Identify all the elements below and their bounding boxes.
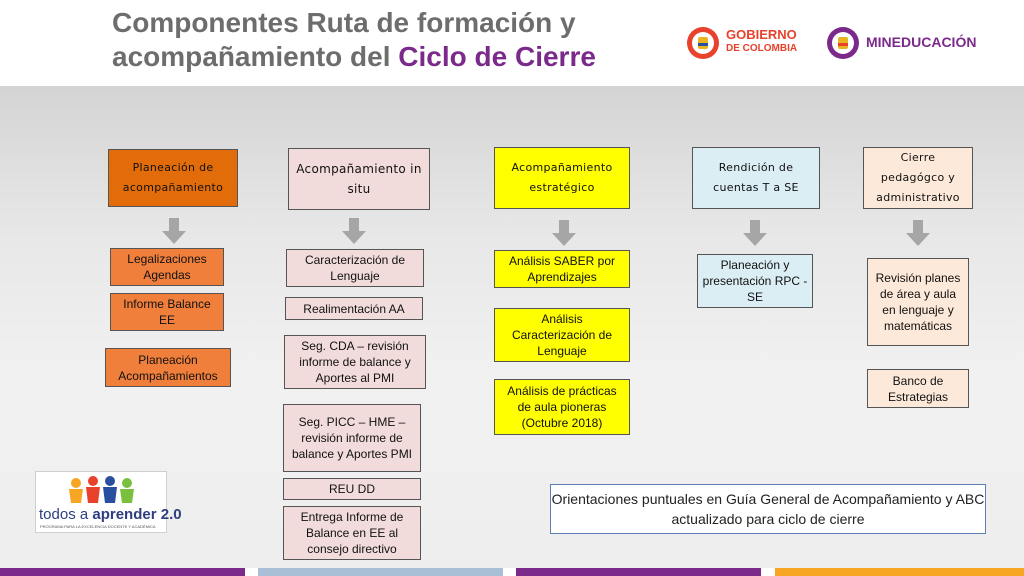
footer-bar-blue (258, 568, 503, 576)
col5-item: Revisión planes de área y aula en lenguaje y matemáticas (867, 258, 969, 346)
todos-subtitle: PROGRAMA PARA LA EXCELENCIA DOCENTE Y ACADÉMICA (40, 524, 156, 529)
orientaciones-note: Orientaciones puntuales en Guía General de Acompañamiento y ABC actualizado para ciclo de cierre (550, 484, 986, 534)
col2-item: Entrega Informe de Balance en EE al consejo directivo (283, 506, 421, 560)
mineducacion-text: MINEDUCACIÓN (866, 34, 977, 50)
todos-word: todos a (39, 506, 93, 523)
col2-item: Realimentación AA (285, 297, 423, 320)
gobierno-line-1: GOBIERNO (726, 27, 797, 42)
col5-item: Banco de Estrategias (867, 369, 969, 408)
col1-item: Planeación Acompañamientos (105, 348, 231, 387)
col1-item: Informe Balance EE (110, 293, 224, 331)
col2-item: REU DD (283, 478, 421, 500)
col1-item: Legalizaciones Agendas (110, 248, 224, 286)
gobierno-line-2: DE COLOMBIA (726, 43, 798, 54)
col3-item: Análisis Caracterización de Lenguaje (494, 308, 630, 362)
title-line-2-plain: acompañamiento del (112, 41, 399, 72)
mineducacion-logo (826, 24, 996, 60)
col2-item: Caracterización de Lenguaje (286, 249, 424, 287)
todos-a-aprender-logo (35, 471, 182, 533)
header (0, 0, 1024, 86)
page-title (112, 6, 672, 74)
down-arrow-icon (162, 218, 186, 244)
down-arrow-icon (552, 220, 576, 246)
gobierno-logo (686, 24, 816, 60)
col5-header: Cierre pedagógco y administrativo (863, 147, 973, 209)
footer-bar-purple-2 (516, 568, 761, 576)
col2-item: Seg. CDA – revisión informe de balance y Aportes al PMI (284, 335, 426, 389)
col3-item: Análisis SABER por Aprendizajes (494, 250, 630, 288)
title-highlight: Ciclo de Cierre (398, 41, 596, 72)
col3-header: Acompañamiento estratégico (494, 147, 630, 209)
people-logo-icon (66, 475, 138, 505)
down-arrow-icon (906, 220, 930, 246)
title-line-1: Componentes Ruta de formación y (112, 7, 576, 38)
footer-bar-purple (0, 568, 245, 576)
col4-item: Planeación y presentación RPC - SE (697, 254, 813, 308)
down-arrow-icon (743, 220, 767, 246)
down-arrow-icon (342, 218, 366, 244)
todos-wordmark (39, 506, 182, 523)
col2-item: Seg. PICC – HME – revisión informe de balance y Aportes PMI (283, 404, 421, 472)
col3-item: Análisis de prácticas de aula pioneras (Octubre 2018) (494, 379, 630, 435)
colombia-seal-icon (686, 26, 720, 60)
ministry-seal-icon (826, 26, 860, 60)
gobierno-text (726, 28, 797, 56)
col1-header: Planeación de acompañamiento (108, 149, 238, 207)
footer-bar-orange (775, 568, 1024, 576)
title-line-2 (112, 40, 672, 74)
col2-header: Acompañamiento in situ (288, 148, 430, 210)
aprender-word: aprender 2.0 (92, 506, 182, 523)
col4-header: Rendición de cuentas T a SE (692, 147, 820, 209)
